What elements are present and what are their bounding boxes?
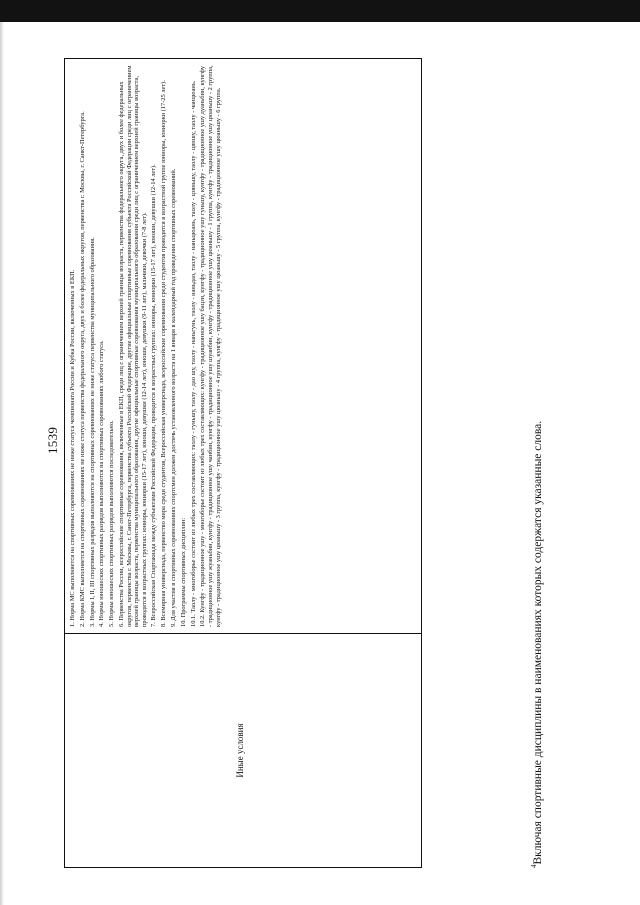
condition-item: 9. Для участия в спортивных соревнованиях спортсмен должен достичь установленного возраста на 1 января в календарный год проведения спортивных соревнований. [170,168,178,627]
condition-item: 2. Норма КМС выполняется на спортивных соревнованиях не ниже статуса первенства федерального округа, двух и более федеральных округов, первенства г. Москвы, г. Санкт-Петербурга. [78,111,86,627]
table-left-column [65,633,421,867]
scan-top-band [0,0,640,22]
document-page [0,22,640,905]
rotated-content [42,44,602,874]
condition-item: 6. Первенства России, всероссийские спортивные соревнования, включенные в ЕКП, среди лиц с ограничением верхней границы возраста, первенства федерального округа, двух и более федеральных округов, первенства г. Москвы, г. Санкт-Петербурга, первенства субъекта Российской Федерации, другие официальные спортивные соревнования субъекта Российской Федерации среди лиц с ограничением верхней границы возраста, первенства муниципального образования, другие официальные спортивные соревнования муниципального образования среди лиц с ограничением верхней границы возраста, проводятся в возрастных группах: юниоры, юниорки (15-17 лет), юноши, девушки (12-14 лет), юноши, девушки (9-11 лет), мальчики, девочки (7-8 лет). [117,65,148,627]
other-conditions-label: Иные условия [235,723,245,778]
conditions-table [64,58,422,868]
footnote-text: Включая спортивные дисциплины в наименованиях которых содержатся указанные слова. [532,420,544,865]
condition-item: 8. Всемирная универсиада, первенство мира среди студентов, Всероссийская универсиада, всероссийские соревнования среди студентов проводятся в возрастной группе юниоры, юниорки (17-25 лет). [160,80,168,627]
condition-item: 5. Нормы юношеских спортивных разрядов выполняются последовательно. [108,420,116,627]
condition-item: 10.1. Таолу - многоборье состоит из любых трех составляющих: таолу - гуньшу, таолу - дао шу, таолу - наньгунь, таолу - наньдао, таолу - наньцюань, таолу - цзяньшу, таолу - цяншу, таолу - чанцюань. [189,80,197,627]
condition-item: 4. Нормы юношеских спортивных разрядов выполняются на спортивных соревнованиях любого статуса. [98,340,106,627]
condition-item: 7. Всероссийская Спартакиада между субъектами Российской Федерации, проводится в возрастных группах: юниоры, юниорки (15-17 лет), юноши, девушки (12-14 лет). [150,164,158,627]
footnote-marker: 4 [530,864,538,868]
condition-item: 3. Нормы I, II, III спортивных разрядов выполняются на спортивных соревнованиях не ниже статуса первенства муниципального образования. [88,237,96,627]
scan-edge-shadow [0,22,4,905]
condition-item: 10. Программы спортивных дисциплин: [179,517,187,627]
condition-item: 10.2. Кунгфу - традиционное ушу - многоборье состоит из любых трех составляющих: кунгфу - традиционное ушу бацзи, кунгфу - традиционное ушу гуньшу, кунгфу - традиционное ушу дуаньбин, кунгфу - традиционное ушу жуаньбин, кунгфу - традиционное ушу чанбин, кунгфу - традиционное ушу шуанбин, кунгфу - традиционное ушу цюаньшу - 1 группа, кунгфу - традиционное ушу цюаньшу - 2 группа, кунгфу - традиционное ушу цюаньшу - 3 группа, кунгфу - традиционное ушу цюаньшу - 4 группа, кунгфу - традиционное ушу цюаньшу - 5 группа, кунгфу - традиционное ушу цюаньшу - 6 группа. [199,65,222,627]
conditions-list [69,65,417,627]
page-number: 1539 [45,426,60,454]
condition-item: 1. Норма МС выполняется на спортивных соревнованиях не ниже статуса чемпионата России и Кубка России, включенных в ЕКП. [69,269,76,627]
footnote [530,68,544,868]
